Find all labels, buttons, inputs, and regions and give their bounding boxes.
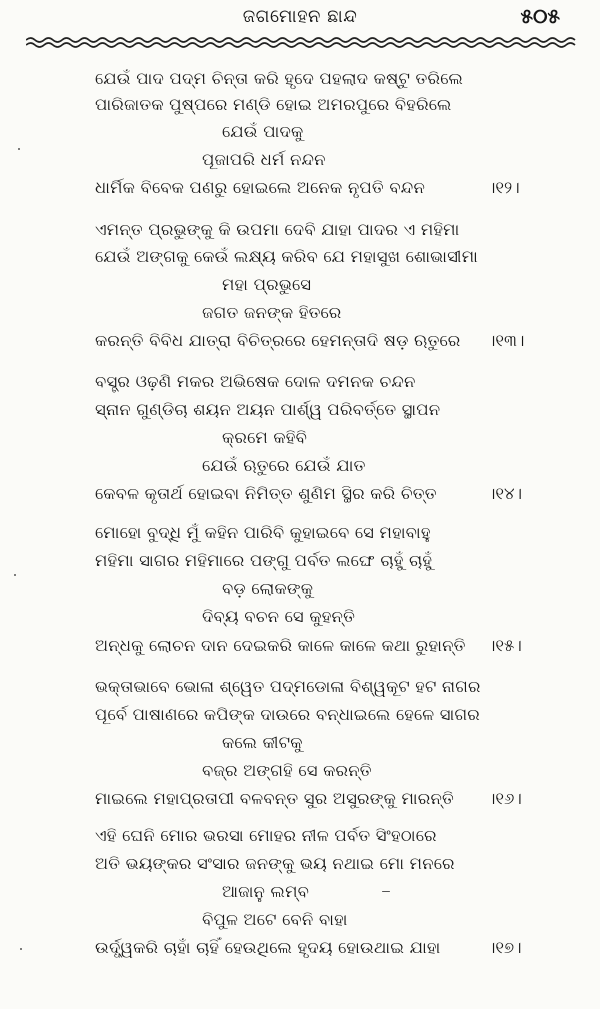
verse-line-indented: କ୍ରମେ କହିବି [222, 428, 308, 447]
verse-line: ପୂର୍ବେ ପାଷାଣରେ କପିଙ୍କ ଦାଉରେ ବନ୍ଧାଇଲେ ହେଳେ ସାଗର [95, 705, 480, 724]
verse-line: ଅତି ଭୟଙ୍କର ସଂସାର ଜନଙ୍କୁ ଭୟ ନଥାଇ ମୋ ମନରେ [95, 854, 455, 873]
verse-line: କେବଳ କୃତାର୍ଥ ହୋଇବା ନିମିତ୍ତ ଶୁଣିମ ସ୍ଥିର କରି ଚିତ୍ତ [95, 484, 437, 503]
verse-line: କରନ୍ତି ବିବିଧ ଯାତ୍ରା ବିଚିତ୍ରରେ ହେମନ୍ତାଦି ଷଡ଼ ଋତୁରେ [95, 331, 461, 350]
verse-line: ମହିମା ସାଗର ମହିମାରେ ପଙ୍ଗୁ ପର୍ବତ ଲଙ୍ଘେ ଚାହୁଁ ଚାହୁଁ [95, 551, 433, 570]
verse-line: ଯେଉଁ ପାଦ ପଦ୍ମ ଚିନ୍ତା କରି ହୃଦେ ପହଲାଦ କଷ୍ଟୁ ତରିଲେ [95, 69, 464, 88]
verse-line: ଧାର୍ମିକ ବିବେକ ପଣରୁ ହୋଇଲେ ଅନେକ ନୃପତି ବନ୍ଦନ [95, 178, 426, 197]
stanza-number: ।୧୬। [488, 789, 522, 808]
verse-line: ପାରିଜାତକ ପୁଷ୍ପରେ ମଣ୍ଡି ହୋଇ ଅମରପୁରେ ବିହରିଲେ [95, 95, 452, 114]
wavy-header-rule [26, 36, 578, 50]
scan-speck [20, 948, 22, 950]
verse-line-indented: ଜଗତ ଜନଙ୍କ ହିତରେ [202, 303, 342, 322]
verse-line-indented: ପୂଜାପରି ଧର୍ମ ନନ୍ଦନ [202, 150, 326, 169]
verse-line: ସ୍ନାନ ଗୁଣ୍ଡିଚା ଶୟନ ଅୟନ ପାର୍ଶ୍ୱ ପରିବର୍ତ୍ତେ ସ୍ଥାପନ [95, 400, 441, 419]
verse-line-indented: ବଜ୍ର ଅଙ୍ଗହି ସେ କରନ୍ତି [202, 761, 372, 780]
stanza-number: ।୧୪। [488, 484, 523, 503]
running-header-title: ଜଗମୋହନ ଛାନ୍ଦ [242, 6, 358, 27]
stanza-number: ।୧୩। [488, 331, 525, 350]
verse-line: ଅନ୍ଧକୁ ଲୋଚନ ଦାନ ଦେଇକରି କାଳେ କାଳେ କଥା ରୁହାନ୍ତି [95, 636, 466, 655]
stanza-number: ।୧୨। [488, 178, 520, 197]
verse-line: ଯେଉଁ ଅଙ୍ଗକୁ କେଉଁ ଲକ୍ଷ୍ୟ କରିବ ଯେ ମହାସୁଖ ଶୋଭାସୀମା [95, 247, 478, 266]
verse-line: ମୋହୋ ବୁଦ୍ଧି ମୁଁ କହିନ ପାରିବି କୁହାଇବେ ସେ ମହାବାହୁ [95, 523, 431, 542]
page-number: ୫୦୫ [520, 4, 560, 28]
verse-line-indented: ବିପୁଳ ଅଟେ ବେନି ବାହା [202, 910, 348, 929]
scan-speck [14, 574, 16, 576]
verse-line: ବସ୍ତ୍ର ଓଢ଼ଣି ମକର ଅଭିଷେକ ଦୋଳ ଦମନକ ଚନ୍ଦନ [95, 372, 416, 391]
verse-line-indented: ବଡ଼ ଲୋକଙ୍କୁ [222, 579, 314, 598]
verse-line: ଏହି ଘେନି ମୋର ଭରସା ମୋହର ନୀଳ ପର୍ବତ ସିଂହଠାରେ [95, 826, 437, 845]
stanza-number: ।୧୫। [488, 636, 522, 655]
verse-line-indented: ଆଜାନୁ ଲମ୍ବ [222, 882, 310, 901]
verse-line-indented: ଯେଉଁ ପାଦକୁ [222, 122, 304, 141]
verse-line: ଏମନ୍ତ ପ୍ରଭୁଙ୍କୁ କି ଉପମା ଦେବି ଯାହା ପାଦର ଏ ମହିମା [95, 220, 460, 239]
scan-speck [18, 148, 20, 150]
scan-speck [382, 891, 390, 892]
verse-line: ଉର୍ଦ୍ଧ୍ୱକରି ଚାହାଁ ଚାହିଁ ହେଉଥିଲେ ହୃଦୟ ହୋଉଥାଇ ଯାହା [95, 938, 441, 957]
verse-line-indented: କଲେ କୀଟକୁ [222, 733, 303, 752]
verse-line-indented: ଯେଉଁ ଋତୁରେ ଯେଉଁ ଯାତ [202, 456, 366, 475]
verse-line: ମାଇଲେ ମହାପ୍ରତାପୀ ବଳବନ୍ତ ସୁର ଅସୁରଙ୍କୁ ମାରନ୍ତି [95, 789, 455, 808]
stanza-number: ।୧୭। [488, 938, 522, 957]
verse-line-indented: ମହା ପ୍ରଭୁସେ [222, 275, 312, 294]
verse-line-indented: ଦିବ୍ୟ ବଚନ ସେ କୁହନ୍ତି [202, 607, 356, 626]
verse-line: ଭକ୍ତାଭାବେ ଭୋଳା ଶ୍ୱେତ ପଦ୍ମଡୋଳା ବିଶ୍ୱକୂଟ ହଟ ନାଗର [95, 677, 481, 696]
